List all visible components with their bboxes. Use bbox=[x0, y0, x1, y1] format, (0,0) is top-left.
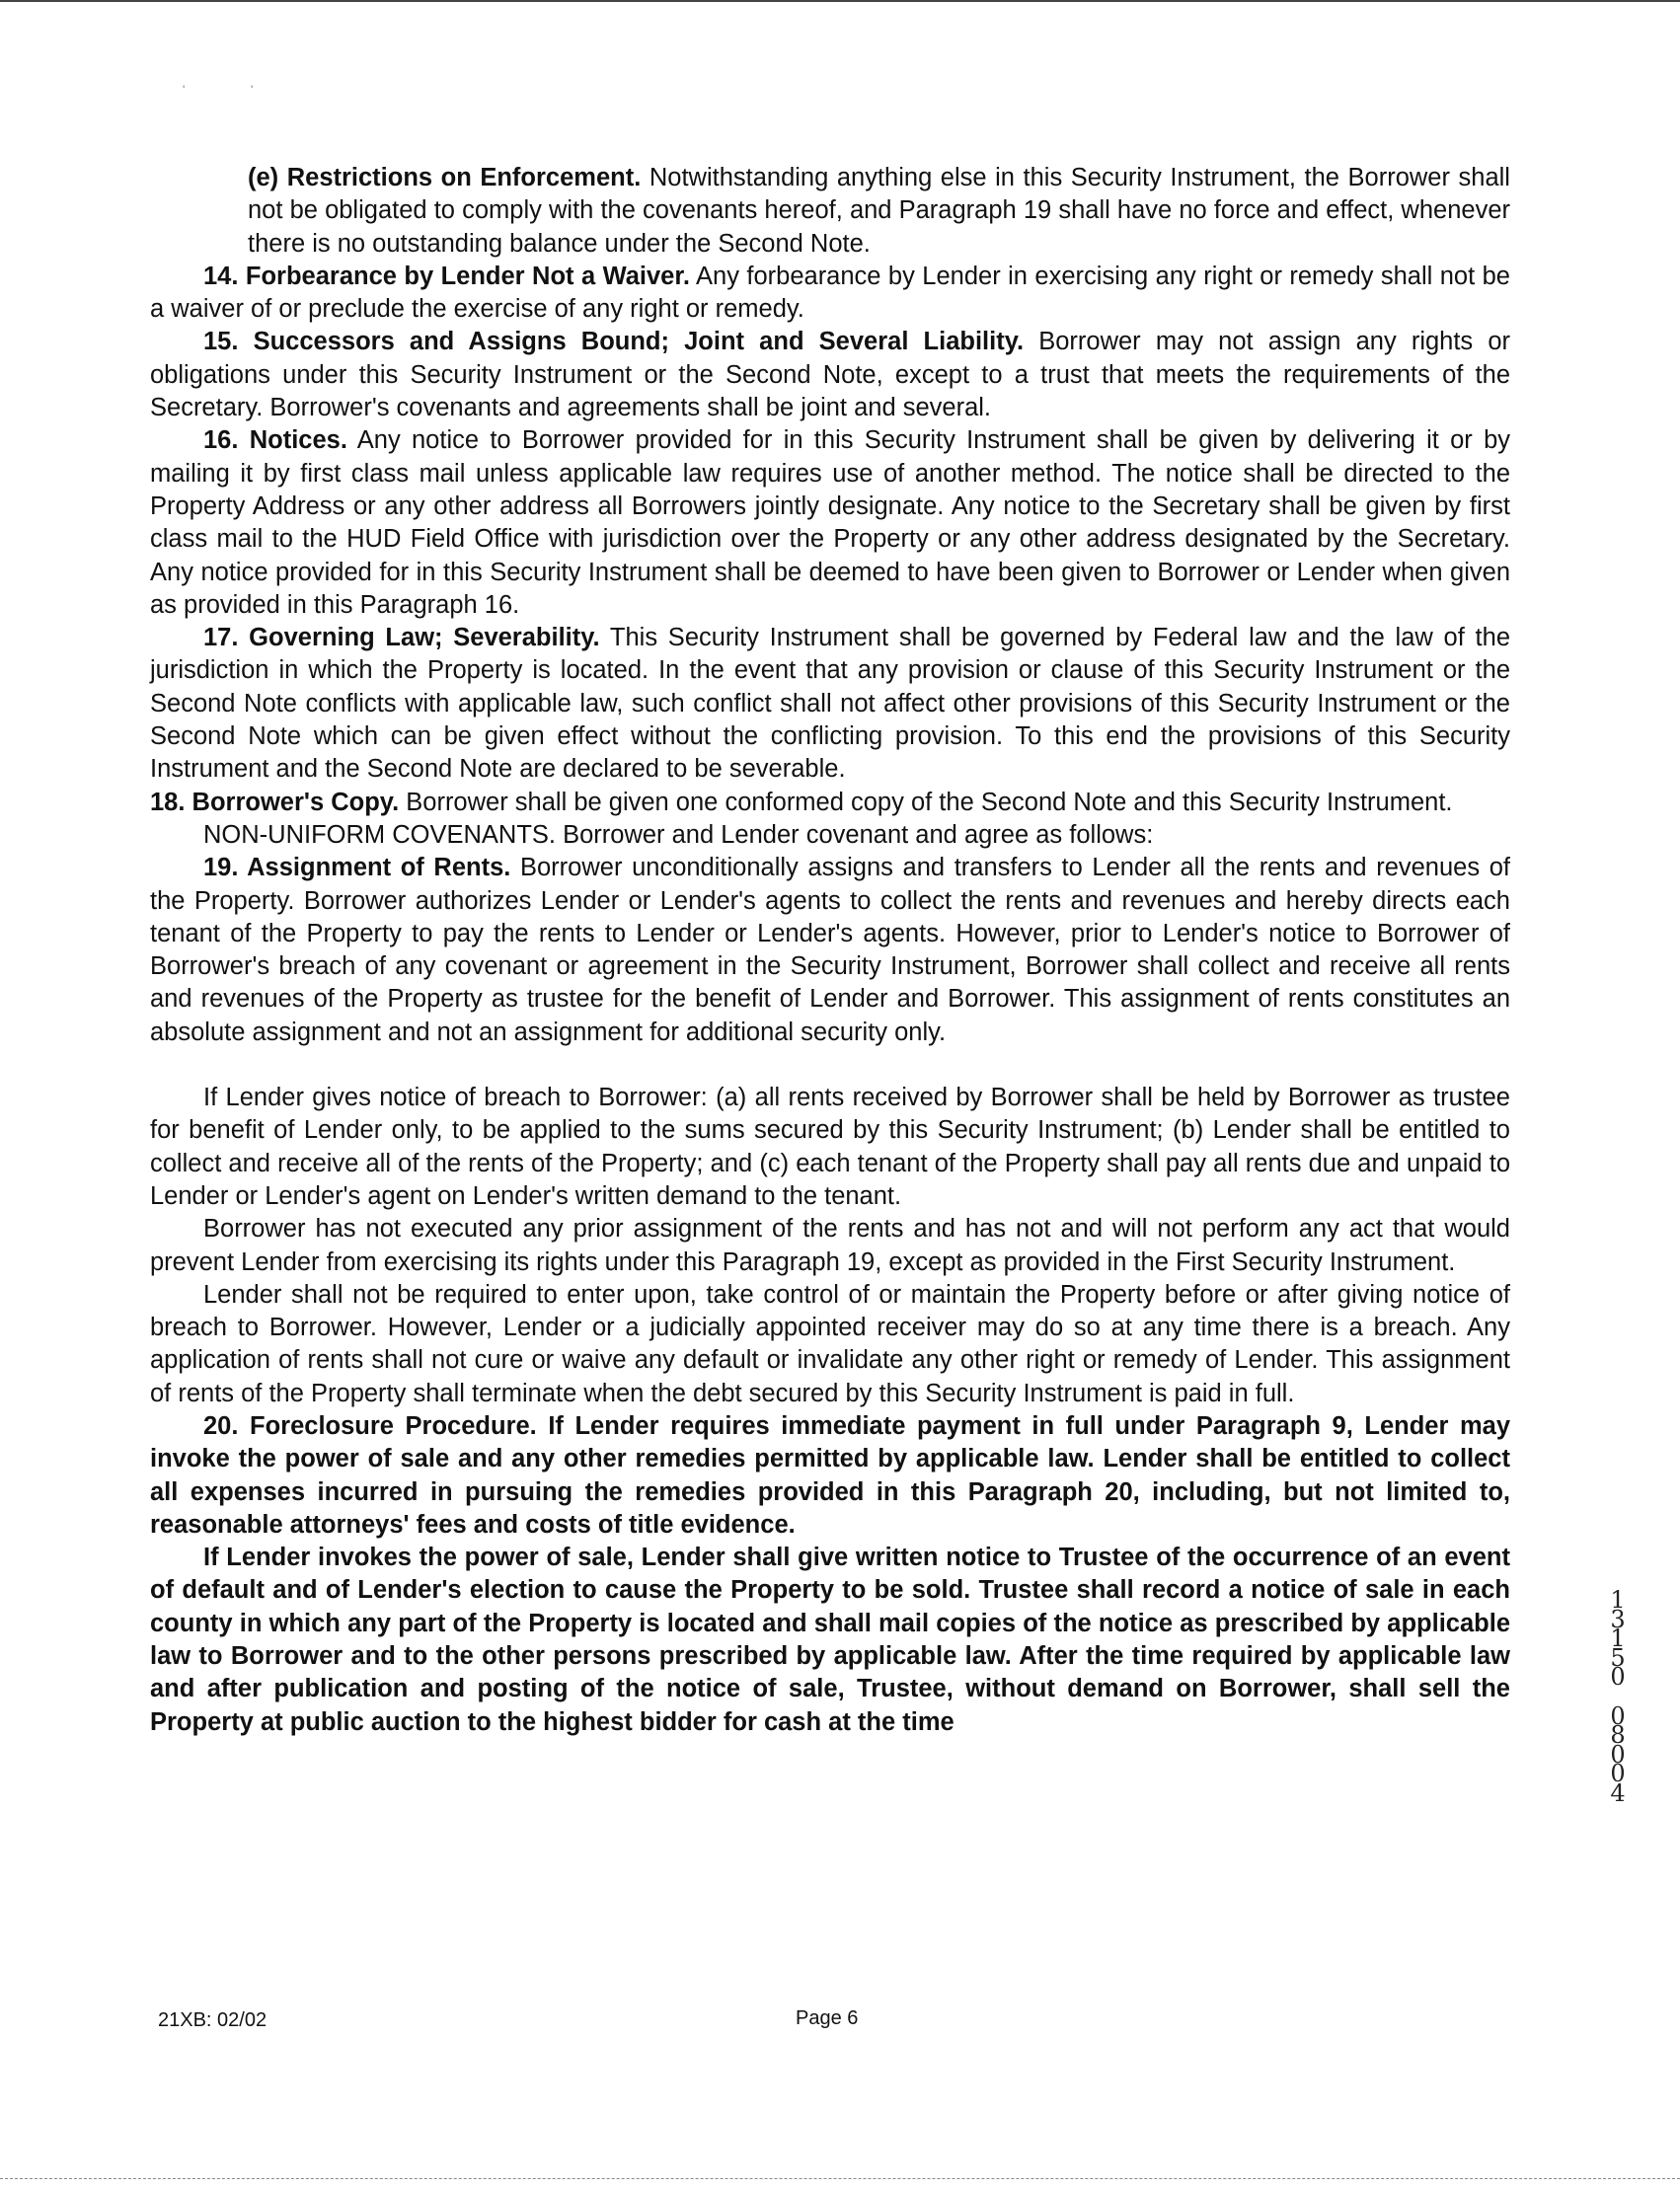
paragraph-text: Any notice to Borrower provided for in this Security Instrument shall be given by delivering it or by mailing it by first class mail unless applicable law requires use of another method. The notice shall be directed to the Property Address or any other address all Borrowers jointly designate. Any notice to the Secretary shall be given by first class mail to the HUD Field Office with jurisdiction over the Property or any other address designated by the Secretary. Any notice provided for in this Security Instrument shall be deemed to have been given to Borrower or Lender when given as provided in this Paragraph 16. bbox=[150, 426, 1510, 619]
paragraph-prior-assignment bbox=[150, 1213, 1510, 1279]
paragraph-notice-of-breach bbox=[150, 1082, 1510, 1213]
paragraph-heading: 16. Notices. bbox=[203, 426, 347, 455]
paragraph-14-forbearance bbox=[150, 261, 1510, 327]
paragraph-text: Lender shall not be required to enter upon, take control of or maintain the Property before or after giving notice of breach to Borrower. However, Lender or a judicially appointed receiver may do so at any time there is a breach. Any application of rents shall not cure or waive any default or invalidate any other right or remedy of Lender. This assignment of rents of the Property shall terminate when the debt secured by this Security Instrument is paid in full. bbox=[150, 1280, 1510, 1407]
page-number: Page 6 bbox=[796, 2007, 859, 2029]
paragraph-text: Any forbearance by Lender in exercising any right or remedy shall not be a waiver of or preclude the exercise of any right or remedy. bbox=[150, 262, 1510, 324]
paragraph-heading: 14. Forbearance by Lender Not a Waiver. bbox=[203, 262, 690, 290]
paragraph-text: If Lender invokes the power of sale, Lender shall give written notice to Trustee of the occurrence of an event of default and of Lender's election to cause the Property to be sold. Trustee shall record a notice of sale in each county in which any part of the Property is located and shall mail copies of the notice as prescribed by applicable law to Borrower and to the other persons prescribed by applicable law. After the time required by applicable law and after publication and posting of the notice of sale, Trustee, without demand on Borrower, shall sell the Property at public auction to the highest bidder for cash at the time bbox=[150, 1544, 1510, 1736]
paragraph-power-of-sale bbox=[150, 1542, 1510, 1739]
recording-number-stamp: 1 3 1 5 0 0 8 0 0 4 bbox=[1610, 1586, 1626, 1807]
page-top-border bbox=[0, 0, 1680, 2]
paragraph-16-notices bbox=[150, 424, 1510, 622]
paragraph-20-foreclosure-procedure bbox=[150, 1410, 1510, 1542]
scan-specks: ' ' bbox=[183, 83, 254, 97]
paragraph-heading: 19. Assignment of Rents. bbox=[203, 854, 511, 882]
paragraph-text: If Lender gives notice of breach to Borrower: (a) all rents received by Borrower shall be held by Borrower as trustee for benefit of Lender only, to be applied to the sums secured by this Security Instrument; (b) Lender shall be entitled to collect and receive all of the rents of the Property; and (c) each tenant of the Property shall pay all rents due and unpaid to Lender or Lender's agent on Lender's written demand to the tenant. bbox=[150, 1084, 1510, 1210]
form-code: 21XB: 02/02 bbox=[158, 2009, 267, 2031]
paragraph-text: 20. Foreclosure Procedure. If Lender requires immediate payment in full under Paragraph 9, Lender may invoke the power of sale and any other remedies permitted by applicable law. Lender shall be entitled to collect all expenses incurred in pursuing the remedies provided in this Paragraph 20, including, but not limited to, reasonable attorneys' fees and costs of title evidence. bbox=[150, 1411, 1510, 1539]
paragraph-17-governing-law bbox=[150, 622, 1510, 786]
paragraph-18-borrowers-copy bbox=[150, 787, 1510, 819]
page-bottom-border bbox=[0, 2178, 1680, 2179]
paragraph-text: Borrower has not executed any prior assignment of the rents and has not and will not perform any act that would prevent Lender from exercising its rights under this Paragraph 19, except as provided in the First Security Instrument. bbox=[150, 1215, 1510, 1276]
paragraph-19-assignment-of-rents bbox=[150, 852, 1510, 1049]
paragraph-heading: 17. Governing Law; Severability. bbox=[203, 624, 600, 652]
paragraph-text: Borrower unconditionally assigns and transfers to Lender all the rents and revenues of the Property. Borrower authorizes Lender or Lender's agents to collect the rents and revenues and hereby directs each tenant of the Property to pay the rents to Lender or Lender's agents. However, prior to Lender's notice to Borrower of Borrower's breach of any covenant or agreement in the Security Instrument, Borrower shall collect and receive all rents and revenues of the Property as trustee for the benefit of Lender and Borrower. This assignment of rents constitutes an absolute assignment and not an assignment for additional security only. bbox=[150, 854, 1511, 1046]
paragraph-text: This Security Instrument shall be governed by Federal law and the law of the jurisdiction in which the Property is located. In the event that any provision or clause of this Security Instrument or the Second Note conflicts with applicable law, such conflict shall not affect other provisions of this Security Instrument or the Second Note which can be given effect without the conflicting provision. To this end the provisions of this Security Instrument and the Second Note are declared to be severable. bbox=[150, 624, 1511, 784]
paragraph-text: Borrower may not assign any rights or obligations under this Security Instrument or the Second Note, except to a trust that meets the requirements of the Secretary. Borrower's covenants and agreements shall be joint and several. bbox=[150, 328, 1511, 422]
paragraph-heading: (e) Restrictions on Enforcement. bbox=[248, 164, 642, 191]
paragraph-heading: 15. Successors and Assigns Bound; Joint and Several Liability. bbox=[203, 328, 1025, 356]
paragraph-15-successors bbox=[150, 326, 1510, 424]
paragraph-heading: 18. Borrower's Copy. bbox=[150, 788, 400, 816]
paragraph-restrictions-on-enforcement bbox=[248, 162, 1510, 261]
paragraph-non-uniform-covenants bbox=[150, 819, 1510, 852]
paragraph-text: Notwithstanding anything else in this Security Instrument, the Borrower shall not be obligated to comply with the covenants hereof, and Paragraph 19 shall have no force and effect, whenever there is no outstanding balance under the Second Note. bbox=[248, 164, 1510, 258]
paragraph-text: NON-UNIFORM COVENANTS. Borrower and Lender covenant and agree as follows: bbox=[203, 820, 1154, 849]
paragraph-control-of-property bbox=[150, 1279, 1510, 1410]
paragraph-text: Borrower shall be given one conformed copy of the Second Note and this Security Instrument. bbox=[399, 788, 1453, 816]
document-body bbox=[150, 162, 1510, 1739]
